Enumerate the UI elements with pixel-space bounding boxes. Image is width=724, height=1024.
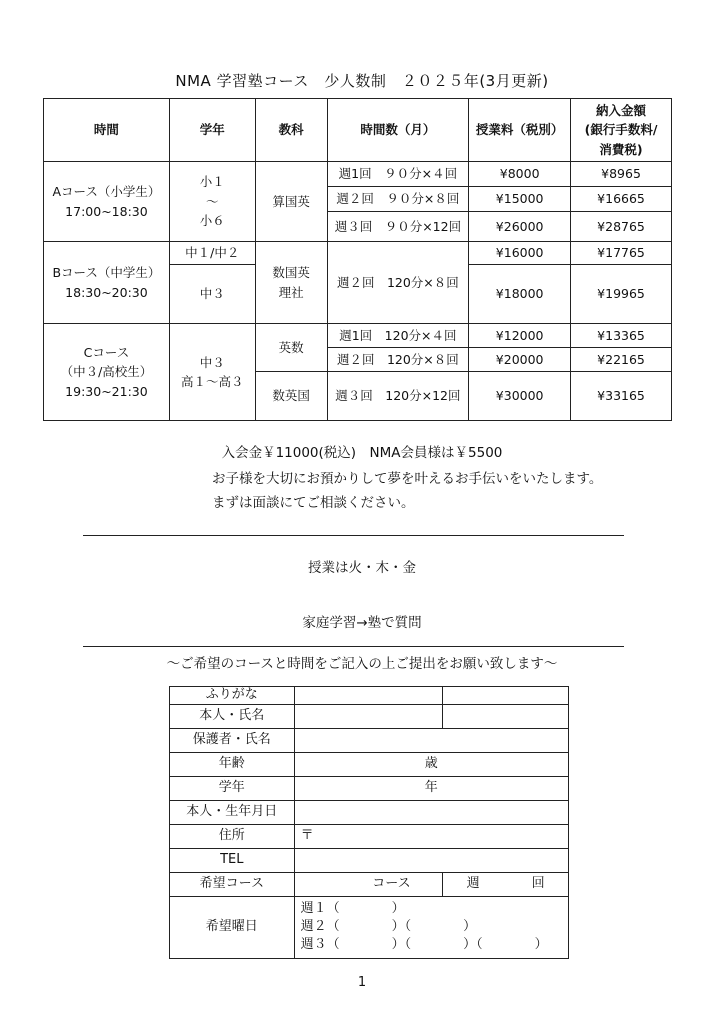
grade-field[interactable] — [294, 776, 568, 800]
header-grade: 学年 — [169, 99, 255, 162]
course-c-grade: 中３ 高１〜高３ — [169, 324, 255, 421]
course-c-cell: Cコース （中３/高校生） 19:30~21:30 — [44, 324, 170, 421]
admission-fee: 入会金￥11000(税込) NMA会員様は￥5500 — [221, 445, 503, 461]
total-cell: ¥19965 — [571, 265, 672, 324]
total-cell: ¥28765 — [571, 212, 672, 242]
course-unit: コース — [372, 875, 411, 891]
tel-field[interactable] — [294, 848, 568, 872]
grade-label: 学年 — [170, 776, 295, 800]
course-price-table — [43, 98, 672, 421]
course-c-subject-1: 英数 — [255, 324, 327, 372]
form-row — [170, 872, 569, 896]
form-row — [170, 848, 569, 872]
hours-cell: 週1回 ９０分×４回 — [327, 162, 469, 187]
week-unit: 週 回 — [466, 875, 545, 891]
birthday-label: 本人・生年月日 — [170, 800, 295, 824]
total-cell: ¥22165 — [571, 348, 672, 372]
request-note: 〜ご希望のコースと時間をご記入の上ご提出をお願い致します〜 — [166, 656, 558, 672]
form-row — [170, 776, 569, 800]
message-line-1: お子様を大切にお預かりして夢を叶えるお手伝いをいたします。 — [212, 471, 603, 487]
guardian-name-label: 保護者・氏名 — [170, 728, 295, 752]
student-name-label: 本人・氏名 — [170, 704, 295, 728]
course-c-subject-2: 数英国 — [255, 372, 327, 421]
course-b-hours: 週２回 120分×８回 — [327, 242, 469, 324]
guardian-name-field[interactable] — [294, 728, 568, 752]
hours-cell: 週３回 120分×12回 — [327, 372, 469, 421]
tuition-cell: ¥18000 — [469, 265, 571, 324]
course-label: 希望コース — [170, 872, 295, 896]
total-cell: ¥16665 — [571, 187, 672, 212]
form-row — [170, 800, 569, 824]
course-b-subject: 数国英 理社 — [255, 242, 327, 324]
form-row — [170, 687, 569, 705]
total-cell: ¥13365 — [571, 324, 672, 348]
header-tuition: 授業料（税別） — [469, 99, 571, 162]
study-method: 家庭学習→塾で質問 — [302, 615, 422, 631]
page-title: NMA 学習塾コース 少人数制 ２０２５年(3月更新) — [175, 72, 549, 90]
header-total: 納入金額 (銀行手数料/ 消費税) — [571, 99, 672, 162]
hours-cell: 週２回 120分×８回 — [327, 348, 469, 372]
course-b-cell: Bコース（中学生） 18:30~20:30 — [44, 242, 170, 324]
age-unit: 歳 — [424, 755, 438, 771]
day-field[interactable]: 週１（ ） 週２（ ）（ ） 週３（ ）（ ）（ ） — [294, 896, 568, 958]
postal-mark: 〒 — [300, 827, 314, 843]
table-row — [44, 162, 672, 187]
header-hours: 時間数（月） — [327, 99, 469, 162]
table-row — [44, 324, 672, 348]
grade-unit: 年 — [424, 779, 438, 795]
tuition-cell: ¥20000 — [469, 348, 571, 372]
course-a-subject: 算国英 — [255, 162, 327, 242]
hours-cell: 週２回 ９０分×８回 — [327, 187, 469, 212]
age-label: 年齢 — [170, 752, 295, 776]
tuition-cell: ¥16000 — [469, 242, 571, 265]
birthday-field[interactable] — [294, 800, 568, 824]
class-days: 授業は火・木・金 — [308, 560, 416, 576]
divider — [83, 535, 624, 536]
tuition-cell: ¥30000 — [469, 372, 571, 421]
course-a-cell: Aコース（小学生） 17:00~18:30 — [44, 162, 170, 242]
hours-cell: 週1回 120分×４回 — [327, 324, 469, 348]
course-field[interactable] — [294, 872, 443, 896]
course-b-grade-1: 中１/中２ — [169, 242, 255, 265]
furigana-field-2[interactable] — [443, 687, 569, 705]
table-header-row — [44, 99, 672, 162]
header-subject: 教科 — [255, 99, 327, 162]
form-row — [170, 704, 569, 728]
tuition-cell: ¥26000 — [469, 212, 571, 242]
tuition-cell: ¥12000 — [469, 324, 571, 348]
form-row — [170, 896, 569, 958]
tel-label: TEL — [170, 848, 295, 872]
form-row — [170, 824, 569, 848]
form-row — [170, 728, 569, 752]
total-cell: ¥33165 — [571, 372, 672, 421]
table-row — [44, 242, 672, 265]
student-name-field-2[interactable] — [443, 704, 569, 728]
course-b-grade-2: 中３ — [169, 265, 255, 324]
hours-cell: 週３回 ９０分×12回 — [327, 212, 469, 242]
form-row — [170, 752, 569, 776]
tuition-cell: ¥8000 — [469, 162, 571, 187]
address-label: 住所 — [170, 824, 295, 848]
message-line-2: まずは面談にてご相談ください。 — [212, 495, 415, 511]
application-form — [169, 686, 569, 959]
furigana-field-1[interactable] — [294, 687, 443, 705]
student-name-field-1[interactable] — [294, 704, 443, 728]
day-label: 希望曜日 — [170, 896, 295, 958]
total-cell: ¥17765 — [571, 242, 672, 265]
tuition-cell: ¥15000 — [469, 187, 571, 212]
address-field[interactable] — [294, 824, 568, 848]
total-cell: ¥8965 — [571, 162, 672, 187]
age-field[interactable] — [294, 752, 568, 776]
course-a-grade: 小１ 〜 小６ — [169, 162, 255, 242]
weekly-count-field[interactable] — [443, 872, 569, 896]
header-time: 時間 — [44, 99, 170, 162]
divider — [83, 646, 624, 647]
furigana-label: ふりがな — [170, 687, 295, 705]
page-number: 1 — [357, 975, 367, 990]
